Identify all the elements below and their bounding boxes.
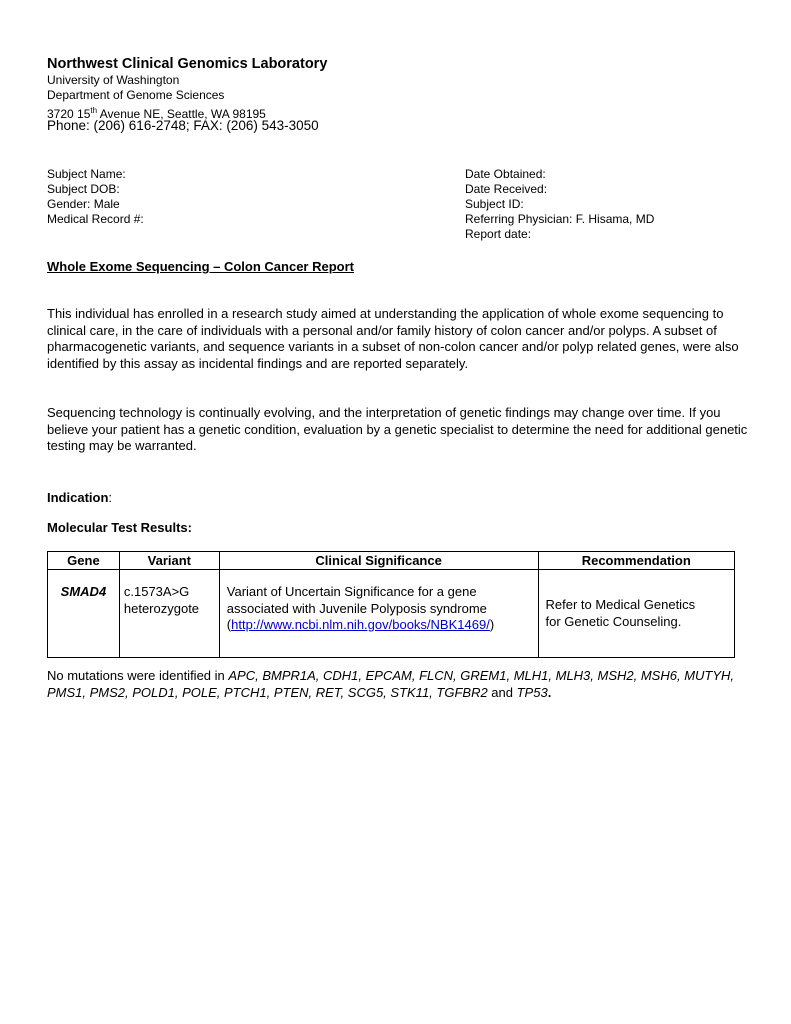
subject-id-label: Subject ID: xyxy=(465,197,524,211)
address-ordinal: th xyxy=(90,106,98,115)
no-mutations-statement xyxy=(47,667,767,701)
no-mutations-gene-list: APC, BMPR1A, CDH1, EPCAM, FLCN, GREM1, MLH1, MLH3, MSH2, MSH6, MUTYH, PMS1, PMS2, POLD1, POLE, PTCH1, PTEN, RET, SCG5, STK11, TGFBR2 xyxy=(47,668,735,700)
results-table xyxy=(47,551,735,658)
address-rest: Avenue NE, Seattle, WA 98195 xyxy=(97,107,266,121)
lab-name: Northwest Clinical Genomics Laboratory xyxy=(47,56,328,72)
technology-paragraph: Sequencing technology is continually evolving, and the interpretation of genetic findings may change over time. If you believe your patient has a genetic condition, evaluation by a genetic specialist to determine the need for additional genetic testing may be warranted. xyxy=(47,405,748,453)
results-heading: Molecular Test Results: xyxy=(47,520,192,535)
header-variant: Variant xyxy=(119,552,219,570)
table-header-row xyxy=(48,552,735,570)
recommendation-cell xyxy=(538,570,735,658)
report-date-label: Report date: xyxy=(465,227,532,241)
link-close-paren: ) xyxy=(489,617,495,632)
header-gene: Gene xyxy=(48,552,120,570)
recommendation-line-1: Refer to Medical Genetics xyxy=(545,597,696,612)
no-mutations-prefix: No mutations were identified in xyxy=(47,668,229,683)
no-mutations-conjunction: and xyxy=(487,685,517,700)
header-recommendation: Recommendation xyxy=(538,552,735,570)
variant-notation: c.1573A>G xyxy=(123,584,190,599)
ncbi-genereviews-link[interactable]: http://www.ncbi.nlm.nih.gov/books/NBK1469/ xyxy=(231,617,490,632)
subject-info xyxy=(47,167,144,227)
link-open-paren: ( xyxy=(226,617,232,632)
phone-fax: Phone: (206) 616-2748; FAX: (206) 543-3050 xyxy=(47,118,319,133)
significance-link-line xyxy=(227,617,534,634)
no-mutations-last-gene: TP53 xyxy=(516,685,548,700)
date-received-label: Date Received: xyxy=(465,182,548,196)
gene-cell: SMAD4 xyxy=(48,570,120,658)
subject-dob-label: Subject DOB: xyxy=(47,182,120,196)
significance-line-2: associated with Juvenile Polyposis syndrome xyxy=(226,600,487,616)
significance-line-1: Variant of Uncertain Significance for a gene xyxy=(226,584,477,599)
header-clinical-significance: Clinical Significance xyxy=(219,552,538,570)
date-obtained-label: Date Obtained: xyxy=(465,167,546,181)
medical-record-label: Medical Record #: xyxy=(47,212,144,226)
indication xyxy=(47,490,112,505)
table-row xyxy=(48,570,735,658)
department-name: Department of Genome Sciences xyxy=(47,88,225,102)
indication-label: Indication xyxy=(47,490,109,505)
referring-physician-label: Referring Physician: F. Hisama, MD xyxy=(465,212,655,226)
indication-colon: : xyxy=(108,490,113,505)
intro-paragraph: This individual has enrolled in a research study aimed at understanding the application of whole exome sequencing to clinical care, in the care of individuals with a personal and/or family history of colon cancer and/or polyps. A subset of pharmacogenetic variants, and sequence variants in a subset of non-colon cancer and/or polyp related genes, were also identified by this assay as incidental findings and are reported separately. xyxy=(47,306,739,371)
gender-label: Gender: Male xyxy=(47,197,120,211)
no-mutations-end: . xyxy=(547,685,552,700)
report-title: Whole Exome Sequencing – Colon Cancer Report xyxy=(47,259,354,274)
university-name: University of Washington xyxy=(47,73,180,87)
variant-zygosity: heterozygote xyxy=(123,600,200,616)
sample-info xyxy=(465,167,654,242)
significance-cell xyxy=(219,570,538,658)
variant-cell xyxy=(119,570,219,658)
recommendation-line-2: for Genetic Counseling. xyxy=(545,613,682,629)
subject-name-label: Subject Name: xyxy=(47,167,126,181)
address-number: 3720 15 xyxy=(47,107,91,121)
